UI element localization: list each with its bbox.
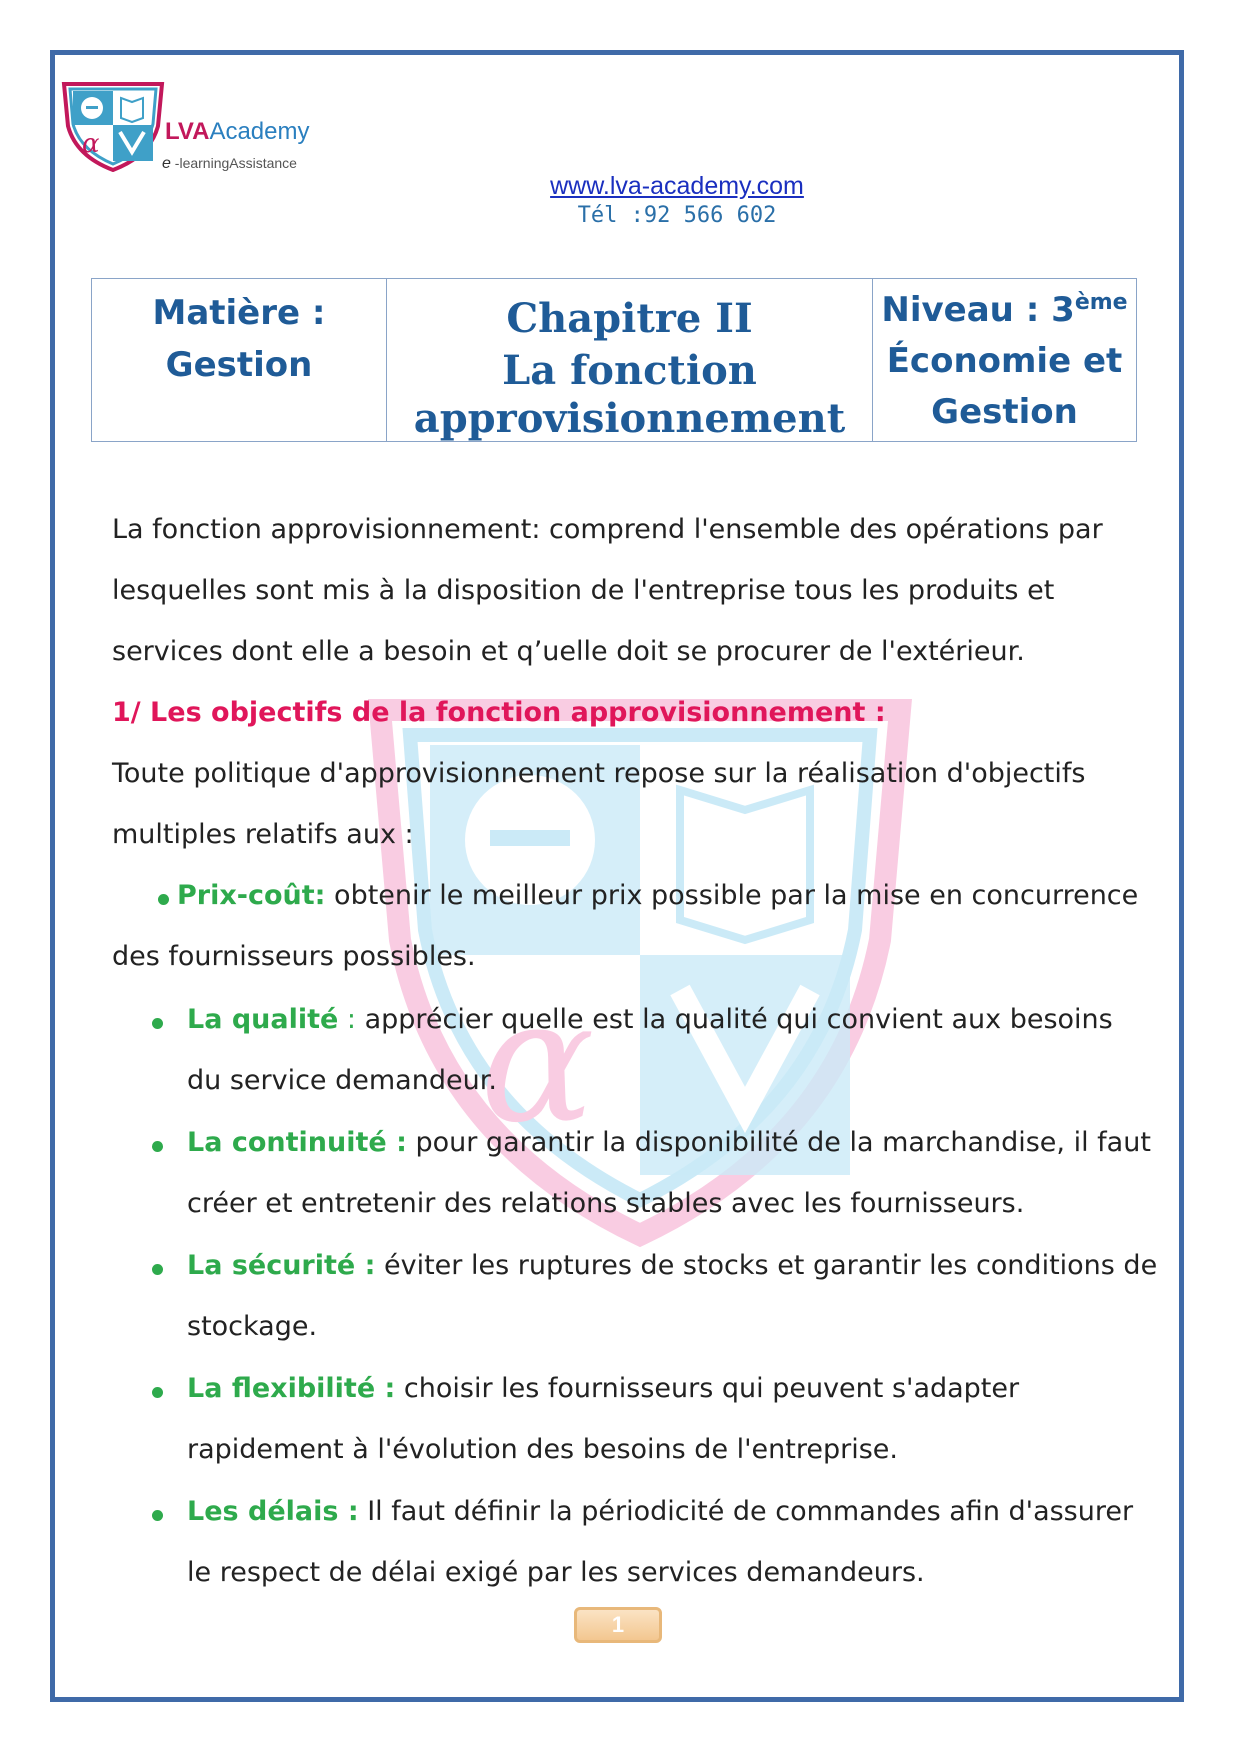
objective-term: La flexibilité : xyxy=(187,1373,396,1404)
objective-desc: apprécier quelle est la qualité qui convient aux besoins xyxy=(364,1004,1113,1035)
objective-term: Prix-coût: xyxy=(177,880,326,911)
level-label xyxy=(873,285,1136,336)
bullet-icon xyxy=(152,1141,163,1152)
objective-deadlines-line-1 xyxy=(187,1496,1133,1527)
chapter-title-line2: approvisionnement xyxy=(413,395,846,442)
objective-continuity-line-2: créer et entretenir des relations stables avec les fournisseurs. xyxy=(187,1188,1025,1219)
intro-line-2: lesquelles sont mis à la disposition de l'entreprise tous les produits et xyxy=(112,575,1055,606)
tagline-e: e xyxy=(162,155,171,172)
chapter-cell xyxy=(387,279,873,441)
section-heading: 1/ Les objectifs de la fonction approvisionnement : xyxy=(112,697,886,728)
subject-label: Matière : xyxy=(152,293,326,333)
level-line2: Économie et xyxy=(886,341,1123,381)
svg-text:α: α xyxy=(480,963,595,1161)
objective-continuity-line-1 xyxy=(187,1127,1151,1158)
objective-flexibility-line-2: rapidement à l'évolution des besoins de l'entreprise. xyxy=(187,1434,898,1465)
bullet-icon xyxy=(158,894,169,905)
objective-term: La sécurité : xyxy=(187,1250,376,1281)
chapter-title-line1: La fonction xyxy=(502,347,757,394)
chapter-number: Chapitre II xyxy=(506,295,753,342)
level-label-text: Niveau : 3 xyxy=(881,290,1075,330)
objective-desc: Il faut définir la périodicité de commandes afin d'assurer xyxy=(358,1496,1134,1527)
objective-quality-line-1 xyxy=(187,1004,1113,1035)
objective-price-line-1 xyxy=(177,880,1138,911)
objective-desc: obtenir le meilleur prix possible par la mise en concurrence xyxy=(325,880,1139,911)
objective-deadlines-line-2: le respect de délai exigé par les services demandeurs. xyxy=(187,1557,925,1588)
svg-text:α: α xyxy=(82,129,100,159)
page-number: 1 xyxy=(574,1607,662,1643)
objective-separator: : xyxy=(338,1004,365,1035)
objective-desc: pour garantir la disponibilité de la marchandise, il faut xyxy=(406,1127,1151,1158)
header-table xyxy=(91,278,1137,442)
bullet-icon xyxy=(152,1387,163,1398)
intro-line-1: La fonction approvisionnement: comprend l'ensemble des opérations par xyxy=(112,514,1103,545)
brand-tagline xyxy=(162,155,297,173)
bullet-icon xyxy=(152,1510,163,1521)
brand-academy: Academy xyxy=(209,118,310,145)
objective-desc: éviter les ruptures de stocks et garantir les conditions de xyxy=(375,1250,1158,1281)
section-lead-line-2: multiples relatifs aux : xyxy=(112,819,414,850)
lva-academy-logo xyxy=(58,78,168,172)
bullet-icon xyxy=(152,1018,163,1029)
objective-security-line-1 xyxy=(187,1250,1157,1281)
brand-name xyxy=(165,118,309,146)
phone-number: Tél :92 566 602 xyxy=(577,203,777,228)
intro-line-3: services dont elle a besoin et q’uelle doit se procurer de l'extérieur. xyxy=(112,636,1025,667)
tagline-text: -learningAssistance xyxy=(174,155,297,171)
objective-price-line-2: des fournisseurs possibles. xyxy=(112,941,476,972)
objective-term: La qualité xyxy=(187,1004,339,1035)
section-lead-line-1: Toute politique d'approvisionnement repose sur la réalisation d'objectifs xyxy=(112,758,1086,789)
subject-cell xyxy=(92,279,387,441)
objective-term: La continuité : xyxy=(187,1127,407,1158)
level-superscript: ème xyxy=(1074,290,1128,315)
objective-flexibility-line-1 xyxy=(187,1373,1019,1404)
objective-desc: choisir les fournisseurs qui peuvent s'adapter xyxy=(395,1373,1020,1404)
objective-term: Les délais : xyxy=(187,1496,359,1527)
objective-quality-line-2: du service demandeur. xyxy=(187,1065,497,1096)
level-line3: Gestion xyxy=(931,392,1078,432)
level-cell xyxy=(873,279,1136,441)
subject-value: Gestion xyxy=(165,345,313,385)
objective-security-line-2: stockage. xyxy=(187,1311,318,1342)
brand-lva: LVA xyxy=(165,118,210,145)
bullet-icon xyxy=(152,1264,163,1275)
website-link[interactable]: www.lva-academy.com xyxy=(550,172,804,200)
